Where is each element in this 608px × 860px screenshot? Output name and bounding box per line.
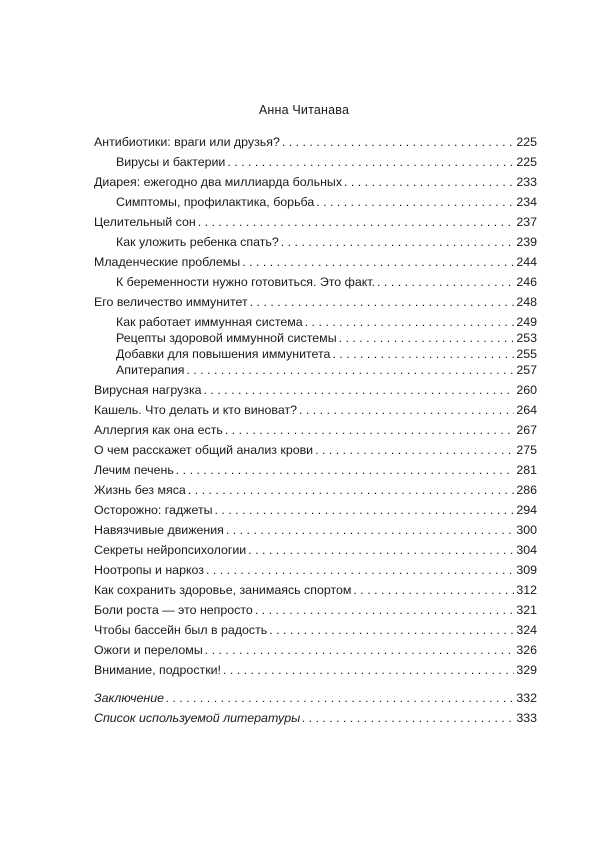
toc-entry-title: Младенческие проблемы	[94, 255, 241, 269]
toc-page-number: 255	[516, 347, 537, 361]
toc-entry	[94, 211, 537, 229]
toc-page-number: 234	[516, 195, 537, 209]
toc-page-number: 275	[516, 443, 537, 457]
toc-dot-leader	[250, 295, 515, 309]
toc-page-number: 332	[516, 691, 537, 705]
toc-entry	[94, 419, 537, 437]
toc-page-number: 329	[516, 663, 537, 677]
toc-entry-title: Лечим печень	[94, 463, 174, 477]
toc-entry-title: Вирусная нагрузка	[94, 383, 202, 397]
toc-entry-title: К беременности нужно готовиться. Это факт.	[116, 275, 376, 289]
toc-dot-leader	[223, 663, 514, 677]
toc-entry	[94, 439, 537, 457]
toc-entry-title: Список используемой литературы	[94, 711, 301, 725]
toc-dot-leader	[248, 543, 514, 557]
toc-page-number: 239	[516, 235, 537, 249]
toc-page-number: 326	[516, 643, 537, 657]
toc-page-number: 309	[516, 563, 537, 577]
toc-page-number: 264	[516, 403, 537, 417]
toc-page-number: 257	[516, 363, 537, 377]
toc-entry-title: Жизнь без мяса	[94, 483, 186, 497]
toc-entry	[94, 519, 537, 537]
toc-entry	[94, 131, 537, 149]
toc-page-number: 248	[516, 295, 537, 309]
toc-entry	[94, 291, 537, 309]
toc-entry-title: Как сохранить здоровье, занимаясь спортом	[94, 583, 352, 597]
toc-dot-leader	[205, 643, 515, 657]
toc-entry-title: Как уложить ребенка спать?	[116, 235, 279, 249]
toc-dot-leader	[377, 275, 514, 289]
toc-dot-leader	[299, 403, 514, 417]
toc-entry-title: Антибиотики: враги или друзья?	[94, 135, 280, 149]
toc-entry	[94, 499, 537, 517]
toc-entry-title: Его величество иммунитет	[94, 295, 248, 309]
toc-page-number: 249	[516, 315, 537, 329]
toc-entry-title: Вирусы и бактерии	[116, 155, 226, 169]
toc-entry-title: Как работает иммунная система	[116, 315, 303, 329]
toc-dot-leader	[225, 423, 514, 437]
toc-dot-leader	[255, 603, 515, 617]
toc-entry	[94, 599, 537, 617]
toc-entry-title: О чем расскажет общий анализ крови	[94, 443, 314, 457]
toc-subentry	[116, 359, 537, 377]
toc-entry-title: Навязчивые движения	[94, 523, 224, 537]
toc-dot-leader	[344, 175, 514, 189]
toc-entry-title: Апитерапия	[116, 363, 185, 377]
toc-page-number: 253	[516, 331, 537, 345]
toc-entry	[94, 687, 537, 705]
toc-entry	[94, 539, 537, 557]
toc-entry	[94, 171, 537, 189]
toc-entry	[94, 639, 537, 657]
toc-page-number: 333	[516, 711, 537, 725]
toc-page-number: 244	[516, 255, 537, 269]
toc-entry-title: Ожоги и переломы	[94, 643, 203, 657]
toc-dot-leader	[188, 483, 515, 497]
toc-page-number: 312	[516, 583, 537, 597]
toc-dot-leader	[242, 255, 514, 269]
toc-page-number: 260	[516, 383, 537, 397]
toc-page-number: 225	[516, 155, 537, 169]
toc-dot-leader	[226, 523, 514, 537]
toc-dot-leader	[198, 215, 515, 229]
running-head: Анна Читанава	[258, 103, 350, 117]
toc-entry-title: Чтобы бассейн был в радость	[94, 623, 268, 637]
toc-page-number: 237	[516, 215, 537, 229]
toc-dot-leader	[353, 583, 514, 597]
toc-dot-leader	[166, 691, 514, 705]
toc-dot-leader	[282, 135, 514, 149]
toc-entry-title: Аллергия как она есть	[94, 423, 223, 437]
toc-dot-leader	[215, 503, 515, 517]
toc-entry	[94, 559, 537, 577]
toc-entry	[94, 479, 537, 497]
toc-entry-title: Внимание, подростки!	[94, 663, 221, 677]
toc-entry-title: Симптомы, профилактика, борьба	[116, 195, 315, 209]
toc-entry-title: Добавки для повышения иммунитета	[116, 347, 331, 361]
toc-page-number: 300	[516, 523, 537, 537]
toc-page-number: 294	[516, 503, 537, 517]
toc-page-number: 321	[516, 603, 537, 617]
toc-page-number: 286	[516, 483, 537, 497]
toc-dot-leader	[186, 363, 514, 377]
toc-entry-title: Целительный сон	[94, 215, 196, 229]
toc-entry	[94, 659, 537, 677]
toc-entry	[94, 251, 537, 269]
toc-entry-title: Боли роста — это непросто	[94, 603, 253, 617]
toc-entry-title: Осторожно: гаджеты	[94, 503, 213, 517]
toc-subentry	[116, 271, 537, 289]
toc-entry-title: Заключение	[94, 691, 164, 705]
toc-dot-leader	[281, 235, 515, 249]
toc-entry-title: Диарея: ежегодно два миллиарда больных	[94, 175, 343, 189]
toc-entry-title: Кашель. Что делать и кто виноват?	[94, 403, 298, 417]
toc-entry	[94, 707, 537, 725]
toc-entry	[94, 619, 537, 637]
toc-page-number: 267	[516, 423, 537, 437]
toc-entry	[94, 459, 537, 477]
toc-dot-leader	[316, 195, 514, 209]
toc-subentry	[116, 191, 537, 209]
toc-dot-leader	[176, 463, 515, 477]
toc-dot-leader	[227, 155, 514, 169]
toc-entry	[94, 399, 537, 417]
toc-dot-leader	[269, 623, 514, 637]
toc-entry-title: Рецепты здоровой иммунной системы	[116, 331, 337, 345]
toc-entry	[94, 379, 537, 397]
toc-entry-title: Секреты нейропсихологии	[94, 543, 247, 557]
toc-entry-title: Ноотропы и наркоз	[94, 563, 204, 577]
toc-dot-leader	[302, 711, 514, 725]
toc-dot-leader	[315, 443, 514, 457]
toc-page-number: 281	[516, 463, 537, 477]
toc-page-number: 246	[516, 275, 537, 289]
toc-subentry	[116, 151, 537, 169]
toc-page-number: 233	[516, 175, 537, 189]
toc-page-number: 304	[516, 543, 537, 557]
toc-entry	[94, 579, 537, 597]
toc-dot-leader	[206, 563, 514, 577]
toc-page-number: 324	[516, 623, 537, 637]
toc-page-number: 225	[516, 135, 537, 149]
toc-dot-leader	[204, 383, 515, 397]
toc-subentry	[116, 231, 537, 249]
